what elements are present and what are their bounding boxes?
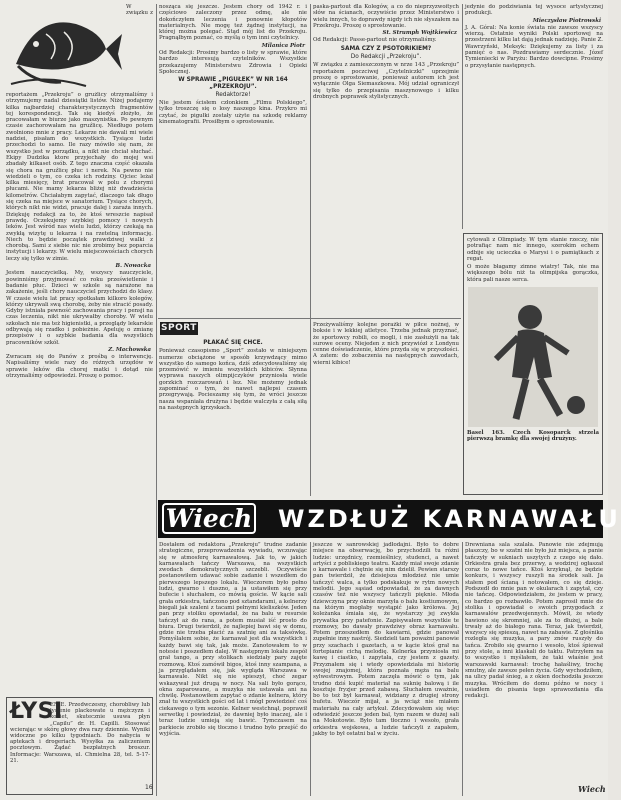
column-divider [310,4,311,496]
letters-column-4 [465,4,603,229]
column-divider [156,4,157,796]
wiech-logo: Wiech [162,503,256,534]
letter-signature: St. Strumph Wojtkiewicz [382,30,457,37]
letter-body: paska-partout dla Kolegów, a co do nieprzyzwoitych słów na ścianach, oczywiście przez Ministerstwo i wielu innych, to doprawdy nigdy ich nie słyszałem na Przekroju. Proszę o sprostowanie. [313,4,459,29]
letter-signature: Z. Machowska [108,346,151,353]
letter-signature: Mieczysław Piotrowski [532,17,601,24]
article-body: Dostałem od redaktora „Przekroju” trudne zadanie strategiczne, przeprowadzenia wywiadu, wczuwając się w atmosferę karnawałową. Jak to, w jakich karnawałach tańczy Warszawa, na wszystkich zwodach demokratycznych szczebli. Oczywiście postanowiłem udawać sobie zadanie i wszedłem do pierwszego lepszego lokalu. Wieczorem było pełno ludzi, gwarno i duszno, a ja ustawiłem się przy bufecie i słuchałem, co mówią goście. W kącie sali grała orkiestra, tańczono pod sztandarami, a kelnerzy biegali jak szaleni z tacami pełnymi kieliszków. Jeden pan przy stoliku opowiadał, że na balu w resursie tańczył aż do rana, a potem musiał iść prosto do biura. Drugi twierdził, że najlepiej bawi się w domu, gdzie nie trzeba płacić za szatnię ani za taksówkę. Pomyślałem sobie, że karnawał jest dla wszystkich i każdy bawi się tak, jak może. Zanotowałem to w notesie i poszedłem dalej. W następnym lokalu zespół grał tango, a przy stolikach siedziały pary zajęte rozmową. Ktoś zamówił bigos, ktoś inny szampana, a ja przyglądałem się, jak wygląda Warszawa w karnawale. Nikt się nie spieszył, choć zegar wskazywał już drugą w nocy. Na sali było gorąco, okna zaparowane, a muzyka nie ustawała ani na chwilę. Postanowiłem zapytać o zdanie kelnera, który znał tu wszystkich gości od lat i mógł powiedzieć coś ciekawego o tym sezonie. Kelner westchnął, poprawił serwetkę i powiedział, że dawniej było inaczej, ale i teraz ludzie umieją się bawić. Tymczasem na parkiecie zrobiło się tłoczno i trudno było przejść do wyjścia. [159,542,307,737]
letters-column [6,4,153,694]
ad-text-body: ENIE. Przedwczesny, chorobliwy lub łysienie plackowate u mężczyzn i kobiet, skutecznie usuwa płyn „Capilu” dr. H. Capilli. Stosować wcierając w skórę głowy dwa razy dziennie. Wyniki widoczne po kilku tygodniach. Do nabycia w aptekach i drogeriach. Wysyłka za zaliczeniem pocztowym. Żądać bezpłatnych broszur. Informacje: Warszawa, ul. Chmielna 28, tel. 5-17-21. [10,702,150,764]
letter-salutation: Redaktorze! [215,91,251,98]
column-divider [462,542,463,796]
letter-body: W związku z reportażem „Przekroju” o grużlicy otrzymaliśmy i otrzymujemy nadal dziesiątki listów. Niżej podajemy kilka najbardziej charakterystycznych fragmentów tej korespondencji. Tak się kiedyś złożyło, że pracowałam w biurze jako maszynistka. Po pewnym czasie zachorowałam na gruźlicę. Niedługo potem zwolniono mnie z pracy. Lekarze nie dawali mi wiele nadziei, pisałam do wszystkich. Tysiące ludzi przechodzi to samo. Ile razy mówiło się nam, że wszystko jest w porządku, a nikt nie chciał słuchać. Ekipy Dudzika ktore przyjechały do mojej wsi zbadały kilkaset osób. Z tego znaczna część okazała się chora na gruźlicę płuc i nerek. Na pewno nie wiedzieli o tym, co czeka ich rodziny. Ojciec leżał kilka miesięcy, brat pracował w polu z chorymi płucami. Nie mamy lekarza bliżej niż dwadzieścia kilometrów. Chciałabym zapytać, dlaczego tak długo się czeka na miejsce w sanatorium. Tysiące chorych, których nikt nie widzi, pracuje dalej i zaraża innych. Dziękuję redakcji za to, że ktoś wreszcie napisał prawdę. Oczekujemy szybkiej pomocy i nowych leków. Jest wśród nas wielu ludzi, którzy czekają na zwykłą wizytę u lekarza i na rzetelną informację. Niech to będzie początek prawdziwej walki z chorobą. Sami z siebie nic nie zrobimy bez poparcia instytucji i lekarzy. W wielu miejscowościach chorych leczy się tylko w zimie. [6,4,153,262]
sport-body: Przeżywaliśmy kolejne porażki w piłce nożnej, w boksie i w lekkiej atletyce. Trzeba jednak przyznać, że sportowcy robili, co mogli, i nie zasłużyli na tak surowe oceny. Niejeden z nich przywiózł z Londynu cenne doświadczenie, które przyda się w przyszłości. A zatem: do zobaczenia na następnych zawodach, wierni kibice! [313,322,459,366]
sport-body: Ponieważ czasopismo „Sport” zostało w niniejszym numerze obciążone w sposób krzywdzący mimo wszystko do samego końca, dziś zdecydowaliśmy się przemówić w imieniu wszystkich kibiców. Słynna wyprawa naszych olimpijczyków przyniosła wiele gorzkich rozczarowań i łez. Nie możemy jednak zapominać o tym, że nawet najlepsi czasem przegrywają. Pocieszamy się tym, że wróci jeszcze nasza wspaniała drużyna i będzie walczyła z całą siłą na następnych igrzyskach. [159,348,307,411]
article-column-1 [159,542,307,796]
athlete-illustration-icon [467,287,599,427]
author-signature: Wiech [578,784,606,794]
editor-note: Od Redakcji: Prosimy bardzo o listy w sprawie, które bardzo interesują czytelników. Wszystkie przekazujemy Ministerstwu Zdrowia i Opieki Społecznej. [159,50,307,75]
sport-column-2 [313,322,459,496]
page-number: 16 [145,784,153,791]
section-divider [158,318,461,319]
editor-note: Od Redakcji: Passe-partout nie otrzymaliśmy. [313,37,437,44]
article-column-3 [465,542,603,782]
sport-body: O może błagamy zimne wiatry! Tak, nie ma większego bólu niż ta olimpijska gorączka, która pali nasze serca. [467,264,599,283]
editor-replies: J. A. Góral: Na konie świata nie zawsze wszyscy wierzą. Ostatnie wyniki Polski sportowej na przestrzeni kilku lat dają jednak nadzieję. Panie Z. Wawrzyński, Meksyk: Dziękujemy za listy i za pamięć o nas. Pozdrawiamy serdecznie. Józef Tymieniecki w Paryżu: Bardzo dowcipne. Prosimy o przysyłanie następnych. [465,24,603,69]
letter-signature: Milanica Piotr [261,42,305,49]
photo-caption: Basel 163. Czech Kosoparck strzela pierwszą bramkę dla swojej drużyny. [467,430,599,443]
column-divider [462,4,463,229]
letters-column-2 [159,4,307,167]
sport-heading: PŁAKAĆ SIĘ CHCE. [203,340,263,346]
sport-column [159,338,307,496]
letter-signature: B. Nowacka [115,263,151,270]
article-column-2 [313,542,459,796]
letter-body: jedynie do podziwiania tej wysoce artystycznej produkcji. [465,4,603,17]
letter-body: W związku z zamieszczonym w nrze 143 „Przekroju” reportażem poczciwej „Czytelniczki” uprzejmie proszę o sprostowanie, ponieważ autorem ich jest wyłącznie Olga Siemaszkowa. Mój udział ograniczył się tylko do przepisania maszynowego i kilku drobnych poprawek stylistycznych. [313,62,459,100]
letter-body: nosząca się jeszcze. Jestem chory od 1942 r. i częściowo zaleczony przez odmę, ale nie dokończyłem leczenia i ponownie kłopotów materialnych. Nie mogę też żądnej instytucji, na której można polegać. Stąd mój list do Przekroju. Pragnąłbym poznać, co myślą o tym inni czytelnicy. [159,4,307,42]
ad-brand: ŁYSI [10,699,63,724]
article-body: jeszcze w sanrowskiej jadłodajni. Było to dobre miejsce na obserwację, bo przychodzili tu różni ludzie: urzędnicy, rzemieślnicy, studenci, a nawet artyści z pobliskiego teatru. Każdy miał swoje zdanie o karnawale i chętnie się nim dzielił. Pewien starszy pan twierdził, że dzisiejsza młodzież nie umie tańczyć walca, a tylko podskakuje w rytm nowych melodii. Jego sąsiad odpowiadał, że za dawnych czasów też nie wszyscy tańczyli pięknie. Młoda dziewczyna przy oknie marzyła o balu kostiumowym, na którym mogłaby wystąpić jako królowa. Jej koleżanka śmiała się, że wystarczy jej zwykła prywatka przy patefonie. Zapisywałem wszystkie te rozmowy, bo dawały prawdziwy obraz karnawału. Potem przeszedłem do kawiarni, gdzie panował zupełnie inny nastrój. Siedzieli tam poważni panowie przy szachach i gazetach, a w kącie ktoś grał na fortepianie cichą melodię. Kelnerka przyniosła mi kawę i ciastko, i zapytała, czy jestem z gazety. Przyznałem się i wtedy opowiedziała mi historię swojej znajomej, która poznała męża na balu sylwestrowym. Potem zaczęła mówić o tym, jak trudno dziś kupić materiał na suknię balową i ile kosztuje fryzjer przed zabawą. Słuchałem uważnie, bo to też był karnawał, widziany z drugiej strony bufetu. Wieczór mijał, a ja wciąż nie miałem materiału na cały artykuł. Zdecydowałem się więc odwiedzić jeszcze jeden bal, tym razem w dużej sali na Mokotowie. Było tam tłoczno i wesoło, grała orkiestra wojskowa, a ludzie tańczyli z zapałem, jakby to był ostatni bal w życiu. [313,542,459,737]
letter-body: Zwracam się do Panów z prośbą o interwencję. Napisaliśmy wiele razy do różnych urzędów w sprawie leków dla chorej matki i dotąd nie otrzymaliśmy odpowiedzi. Proszę o pomoc. [6,354,153,380]
sport-body: cytowali z Olimpiady. W tym stanie rzeczy, nie potrafiąc nam nic innego, szerokim echem odbije się ucieczka o Marysi i o pamiątkach z regat. [467,237,599,262]
hair-loss-advertisement [6,697,153,795]
wiech-banner [158,500,621,538]
column-divider [310,542,311,796]
article-body: Drewniana sala szalała. Panowie nie zdejmują płaszczy, bo w szatni nie było już miejsca, a panie tańczyły w sukniach uszytych z czego się dało. Orkiestra grała bez przerwy, a wodzirej ogłaszał coraz to nowe tańce. Ktoś krzyknął, że będzie konkurs, i wszyscy ruszyli na środek sali. Ja stałem pod ścianą i notowałem, co się dzieje. Podszedł do mnie pan w okularach i zapytał, czy nie tańczę. Odpowiedziałem, że jestem w pracy, co bardzo go rozbawiło. Potem zaprosił mnie do stolika i opowiadał o swoich przygodach z karnawałów przedwojennych. Mówił, że wtedy bawiono się skromniej, ale za to dłużej, a bale trwały aż do białego rana. Teraz, jak twierdził, wszyscy się spieszą, nawet na zabawie. Z głośnika rozległa się muzyka, a pary znów ruszyły do tańca. Zrobiło się gwarno i wesoło, ktoś śpiewał przy stole, a inni klaskali do taktu. Patrzyłem na to wszystko i myślałem, że taki właśnie jest warszawski karnawał: trochę hałaśliwy, trochę smutny, ale zawsze pełen życia. Gdy wychodziłem, na ulicy padał śnieg, a z okien dochodziła jeszcze muzyka. Wróciłem do domu późno w nocy i usiadłem do pisania tego sprawozdania dla redakcji. [465,542,603,700]
sport-section-label: SPORT [161,323,197,333]
fish-illustration-icon [6,4,124,90]
photo-frame [463,233,603,495]
article-headline: WZDŁUŻ KARNAWAŁU [278,505,621,533]
letter-body: Nie jestem ścisłem członkiem „Filmu Polskiego”, tylko troszczę się o losy naszego kina. Przykro mi czytać, że pigułki zostały użyte na szkodę reklamy kinematografii. Prosiłbym o sprostowanie. [159,100,307,126]
ad-text [10,699,150,764]
letter-body: Jestem nauczycielką. My, wszyscy nauczyciele, powinniśmy przyjmować co roku prześwietlenie i badanie płuc. Dzieci w szkole są narażone na zakażenie, jeśli chory nauczyciel przychodzi do klasy. W czasie wielu lat pracy spotkałam kilkoro kolegów, którzy ukrywali swą chorobę, żeby nie stracić posady. Gdyby istniała pewność zachowania pracy i pensji na czas leczenia, nikt nie ukrywałby choroby. W wielu szkołach nie ma też higienistki, a przeglądy lekarskie odbywają się rzadko i pobieżnie. Apeluję o zmianę przepisów i o szybkie badania dla wszystkich pracowników szkół. [6,270,153,346]
letters-column-3 [313,4,459,167]
letter-heading: W SPRAWIE „PIGUŁEK” W NR 164 „PRZEKROJU”. [178,77,288,90]
letter-heading: SAMA CZY Z PSOTORIKIEM? [340,45,432,52]
letter-salutation: Do Redakcji „Przekroju”. [350,54,422,61]
